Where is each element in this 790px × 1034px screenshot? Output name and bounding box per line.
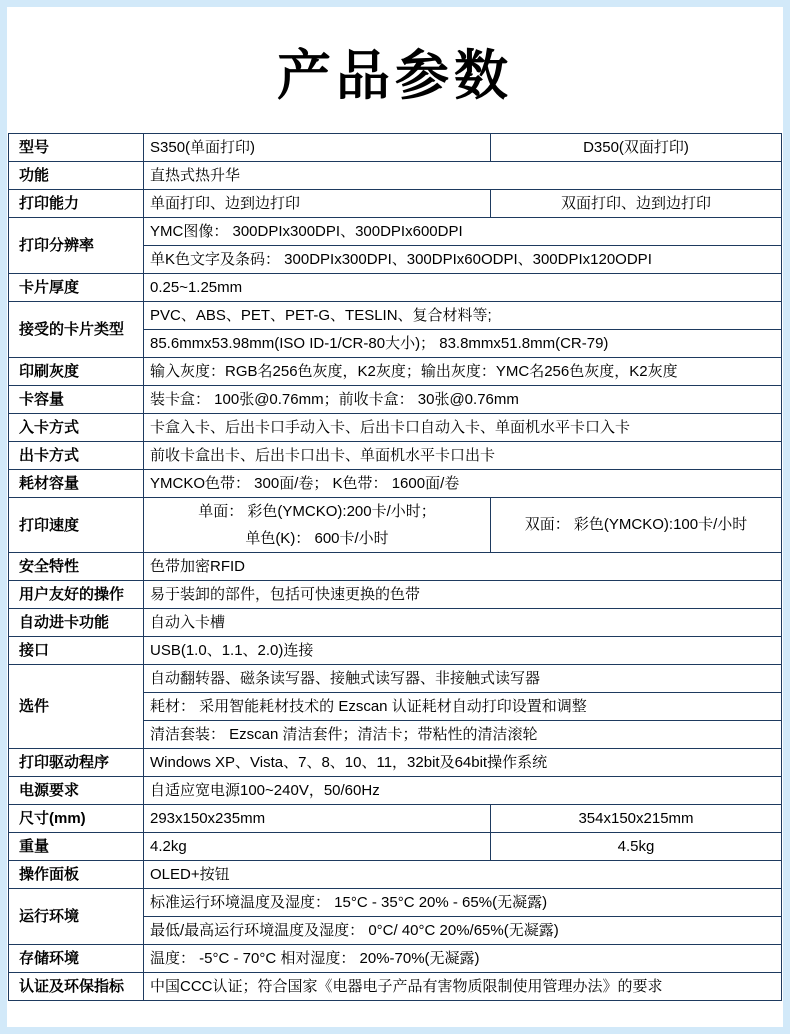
row-content [144, 414, 781, 441]
cell-line: Windows XP、Vista、7、8、10、11，32bit及64bit操作系统 [150, 753, 548, 771]
row-label: 卡容量 [9, 386, 144, 413]
table-row [9, 637, 781, 665]
cell-line: 耗材： 采用智能耗材技术的 Ezscan 认证耗材自动打印设置和调整 [150, 697, 587, 715]
row-label: 电源要求 [9, 777, 144, 804]
table-row [9, 777, 781, 805]
table-cell [144, 330, 781, 357]
cell-line: S350(单面打印) [150, 138, 256, 156]
cell-line: 装卡盒： 100张@0.76mm；前收卡盒： 30张@0.76mm [150, 390, 519, 408]
cell-line: YMC图像： 300DPIx300DPI、300DPIx600DPI [150, 222, 463, 240]
table-row [9, 442, 781, 470]
table-cell [144, 805, 490, 832]
cell-line: 85.6mmx53.98mm(ISO ID-1/CR-80大小)； 83.8mmx51.8mm(CR-79) [150, 334, 609, 352]
row-content [144, 358, 781, 385]
row-content [144, 861, 781, 888]
cell-line: OLED+按钮 [150, 865, 230, 883]
cell-line: 色带加密RFID [150, 557, 245, 575]
cell-line: 4.5kg [617, 837, 655, 855]
row-label: 型号 [9, 134, 144, 161]
table-cell [144, 917, 781, 944]
cell-line: 单K色文字及条码： 300DPIx300DPI、300DPIx60ODPI、300DPIx120ODPI [150, 250, 652, 268]
table-row [9, 889, 781, 945]
cell-line: 中国CCC认证；符合国家《电器电子产品有害物质限制使用管理办法》的要求 [150, 977, 663, 995]
row-content [144, 749, 781, 776]
table-row [9, 609, 781, 637]
table-cell [144, 274, 781, 301]
table-cell [144, 637, 781, 664]
table-row [9, 358, 781, 386]
cell-line: YMCKO色带： 300面/卷； K色带： 1600面/卷 [150, 474, 460, 492]
table-cell [490, 805, 781, 832]
table-row [9, 386, 781, 414]
table-cell [490, 833, 781, 860]
cell-line: 易于装卸的部件，包括可快速更换的色带 [150, 585, 421, 603]
row-content [144, 134, 781, 161]
table-cell [144, 609, 781, 636]
table-row [9, 134, 781, 162]
cell-line: 输入灰度：RGB名256色灰度，K2灰度；输出灰度：YMC名256色灰度，K2灰度 [150, 362, 678, 380]
table-cell [144, 218, 781, 246]
row-label: 功能 [9, 162, 144, 189]
row-label: 出卡方式 [9, 442, 144, 469]
row-content [144, 833, 781, 860]
row-content [144, 665, 781, 748]
row-content [144, 274, 781, 301]
row-content [144, 162, 781, 189]
table-cell [144, 134, 490, 161]
table-cell [490, 190, 781, 217]
table-cell [144, 945, 781, 972]
table-cell [144, 190, 490, 217]
row-label: 卡片厚度 [9, 274, 144, 301]
row-content [144, 889, 781, 944]
cell-line: 卡盒入卡、后出卡口手动入卡、后出卡口自动入卡、单面机水平卡口入卡 [150, 418, 631, 436]
table-row [9, 162, 781, 190]
table-cell [144, 777, 781, 804]
row-content [144, 777, 781, 804]
row-label: 重量 [9, 833, 144, 860]
table-row [9, 665, 781, 749]
table-row [9, 190, 781, 218]
table-cell [144, 665, 781, 693]
cell-line: 354x150x215mm [578, 809, 694, 827]
cell-line: 4.2kg [150, 837, 187, 855]
cell-line: 温度： -5°C - 70°C 相对湿度： 20%-70%(无凝露) [150, 949, 480, 967]
table-cell [144, 442, 781, 469]
row-label: 接受的卡片类型 [9, 302, 144, 357]
table-row [9, 302, 781, 358]
row-label: 打印驱动程序 [9, 749, 144, 776]
table-row [9, 749, 781, 777]
table-row [9, 498, 781, 553]
row-content [144, 805, 781, 832]
table-row [9, 581, 781, 609]
row-label: 认证及环保指标 [9, 973, 144, 1000]
spec-table [8, 133, 782, 1001]
row-content [144, 498, 781, 552]
row-content [144, 190, 781, 217]
cell-line: 直热式热升华 [150, 166, 241, 184]
table-cell [144, 833, 490, 860]
row-label: 安全特性 [9, 553, 144, 580]
cell-line: 单面： 彩色(YMCKO):200卡/小时； [198, 502, 436, 520]
table-cell [490, 498, 781, 552]
row-label: 打印能力 [9, 190, 144, 217]
table-cell [144, 581, 781, 608]
table-cell [144, 749, 781, 776]
row-content [144, 302, 781, 357]
row-label: 印刷灰度 [9, 358, 144, 385]
cell-line: 自适应宽电源100~240V，50/60Hz [150, 781, 380, 799]
table-cell [144, 386, 781, 413]
table-cell [144, 889, 781, 917]
row-label: 尺寸(mm) [9, 805, 144, 832]
cell-line: 0.25~1.25mm [150, 278, 243, 296]
row-content [144, 609, 781, 636]
table-cell [144, 414, 781, 441]
cell-line: 自动入卡槽 [150, 613, 226, 631]
page-title: 产品参数 [277, 46, 513, 106]
cell-line: 标准运行环境温度及湿度： 15°C - 35°C 20% - 65%(无凝露) [150, 893, 548, 911]
table-row [9, 470, 781, 498]
cell-line: 自动翻转器、磁条读写器、接触式读写器、非接触式读写器 [150, 669, 541, 687]
cell-line: 最低/最高运行环境温度及湿度： 0°C/ 40°C 20%/65%(无凝露) [150, 921, 559, 939]
cell-line: 单色(K)： 600卡/小时 [245, 529, 389, 547]
table-cell [144, 553, 781, 580]
row-label: 运行环境 [9, 889, 144, 944]
row-content [144, 553, 781, 580]
table-cell [144, 470, 781, 497]
cell-line: USB(1.0、1.1、2.0)连接 [150, 641, 314, 659]
table-cell [490, 134, 781, 161]
row-label: 打印分辨率 [9, 218, 144, 273]
row-label: 打印速度 [9, 498, 144, 552]
table-cell [144, 162, 781, 189]
cell-line: 单面打印、边到边打印 [150, 194, 301, 212]
cell-line: 双面打印、边到边打印 [560, 194, 711, 212]
table-cell [144, 861, 781, 888]
table-row [9, 945, 781, 973]
table-cell [144, 973, 781, 1000]
table-cell [144, 246, 781, 273]
row-label: 自动进卡功能 [9, 609, 144, 636]
row-label: 用户友好的操作 [9, 581, 144, 608]
table-row [9, 805, 781, 833]
table-row [9, 973, 781, 1000]
table-cell [144, 693, 781, 721]
row-content [144, 637, 781, 664]
row-content [144, 945, 781, 972]
table-row [9, 861, 781, 889]
table-cell [144, 721, 781, 748]
table-row [9, 553, 781, 581]
cell-line: PVC、ABS、PET、PET-G、TESLIN、复合材料等; [150, 306, 492, 324]
table-row [9, 833, 781, 861]
table-cell [144, 302, 781, 330]
row-label: 存储环境 [9, 945, 144, 972]
row-label: 选件 [9, 665, 144, 748]
row-content [144, 581, 781, 608]
row-content [144, 470, 781, 497]
table-cell [144, 498, 490, 552]
cell-line: 前收卡盒出卡、后出卡口出卡、单面机水平卡口出卡 [150, 446, 496, 464]
row-label: 接口 [9, 637, 144, 664]
row-content [144, 386, 781, 413]
cell-line: 293x150x235mm [150, 809, 266, 827]
row-content [144, 442, 781, 469]
row-label: 操作面板 [9, 861, 144, 888]
table-row [9, 414, 781, 442]
table-cell [144, 358, 781, 385]
row-label: 耗材容量 [9, 470, 144, 497]
row-label: 入卡方式 [9, 414, 144, 441]
table-row [9, 218, 781, 274]
table-row [9, 274, 781, 302]
row-content [144, 218, 781, 273]
cell-line: 双面： 彩色(YMCKO):100卡/小时 [524, 516, 748, 534]
cell-line: D350(双面打印) [583, 138, 689, 156]
row-content [144, 973, 781, 1000]
cell-line: 清洁套装： Ezscan 清洁套件；清洁卡；带粘性的清洁滚轮 [150, 725, 538, 743]
